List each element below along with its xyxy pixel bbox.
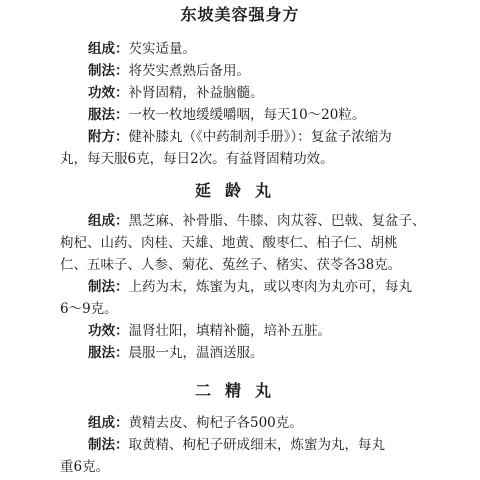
row-label: 附方： [88,129,129,145]
row-efficacy [88,84,264,102]
row-text: 6～9克。 [60,301,118,317]
row-text: 枸杞、山药、肉桂、天雄、地黄、酸枣仁、柏子仁、胡桃 [60,235,398,251]
row-preparation-cont [60,300,118,318]
section-title-erjing: 二精丸 [194,381,285,400]
row-appendix [88,128,392,146]
row-label: 服法： [88,345,129,361]
section-title-dongpo: 东坡美容强身方 [180,5,300,24]
row-text: 黄精去皮、枸杞子各500克。 [128,415,303,431]
row-usage [88,344,264,362]
row-text: 取黄精、枸杞子研成细末，炼蜜为丸，每丸 [128,437,385,453]
row-composition-cont [60,256,401,274]
row-composition [88,414,303,432]
row-text: 重6克。 [60,459,110,475]
row-label: 组成： [88,415,129,431]
row-label: 功效： [88,85,129,101]
row-label: 功效： [88,323,129,339]
row-text: 上药为末，炼蜜为丸，或以枣肉为丸亦可，每丸 [128,279,412,295]
row-preparation-cont [60,458,109,476]
row-label: 组成： [88,213,129,229]
row-label: 服法： [88,107,129,123]
row-text: 丸，每天服6克，每日2次。有益肾固精功效。 [60,151,334,167]
row-text: 芡实适量。 [128,41,196,57]
row-text: 温肾壮阳，填精补髓，培补五脏。 [128,323,331,339]
row-text: 晨服一丸，温酒送服。 [128,345,264,361]
row-label: 制法： [88,437,129,453]
row-composition [88,212,426,230]
row-text: 一枚一枚地缓缓嚼咽，每天10～20粒。 [128,107,366,123]
section-title-yanling: 延龄丸 [194,181,285,200]
row-appendix-cont [60,150,334,168]
row-text: 黑芝麻、补骨脂、牛膝、肉苁蓉、巴戟、复盆子、 [128,213,426,229]
row-text: 仁、五味子、人参、菊花、菟丝子、楮实、茯苓各38克。 [60,257,402,273]
row-preparation [88,278,412,296]
row-text: 将芡实煮熟后备用。 [128,63,250,79]
row-preparation [88,62,250,80]
row-preparation [88,436,385,454]
row-composition-cont [60,234,398,252]
row-usage [88,106,365,124]
row-label: 制法： [88,63,129,79]
row-label: 制法： [88,279,129,295]
row-text: 健补膝丸（《中药制剂手册》）：复盆子浓缩为 [128,129,392,145]
row-composition [88,40,196,58]
row-efficacy [88,322,331,340]
row-text: 补肾固精，补益脑髓。 [128,85,264,101]
row-label: 组成： [88,41,129,57]
